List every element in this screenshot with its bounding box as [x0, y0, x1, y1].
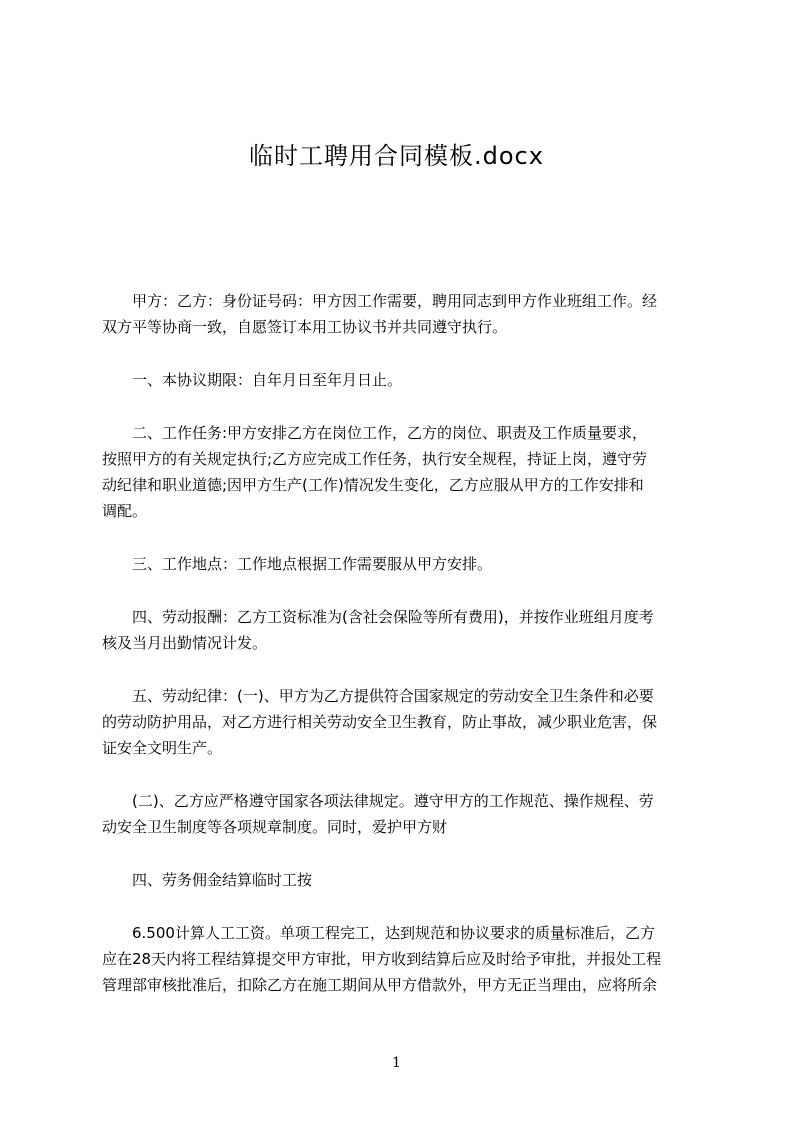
text-line: 调配。	[102, 502, 148, 520]
text-line: 二、工作任务:甲方安排乙方在岗位工作，乙方的岗位、职责及工作质量要求，	[102, 424, 648, 442]
paragraph-discipline	[102, 683, 700, 761]
text-line: 核及当月出勤情况计发。	[102, 634, 268, 652]
text-line: 按照甲方的有关规定执行;乙方应完成工作任务，执行安全规程，持证上岗，遵守劳	[102, 450, 648, 468]
text-line: 四、劳务佣金结算临时工按	[102, 871, 313, 889]
paragraph-term	[102, 367, 700, 393]
paragraph-wages	[102, 920, 700, 998]
text-line: 动纪律和职业道德;因甲方生产(工作)情况发生变化，乙方应服从甲方的工作安排和	[102, 476, 644, 494]
paragraph-tasks	[102, 420, 700, 524]
paragraph-pay	[102, 604, 700, 656]
paragraph-discipline-2	[102, 788, 700, 840]
text-line: 一、本协议期限：自年月日至年月日止。	[102, 371, 403, 389]
document-title: 临时工聘用合同模板.docx	[249, 142, 544, 170]
text-line: 管理部审核批准后，扣除乙方在施工期间从甲方借款外，甲方无正当理由，应将所余	[102, 976, 658, 994]
text-line: 甲方：乙方：身份证号码：甲方因工作需要，聘用同志到甲方作业班组工作。经	[102, 292, 658, 310]
text-line: 的劳动防护用品，对乙方进行相关劳动安全卫生教育，防止事故，减少职业危害，保	[102, 713, 658, 731]
paragraph-location	[102, 551, 700, 577]
text-line: 四、劳动报酬：乙方工资标准为(含社会保险等所有费用)，并按作业班组月度考	[102, 608, 654, 626]
text-line: 动安全卫生制度等各项规章制度。同时，爱护甲方财	[102, 818, 448, 836]
text-line: 双方平等协商一致，自愿签订本用工协议书并共同遵守执行。	[102, 318, 508, 336]
text-line: (二)、乙方应严格遵守国家各项法律规定。遵守甲方的工作规范、操作规程、劳	[102, 792, 654, 810]
document-body	[102, 288, 700, 1025]
text-line: 三、工作地点：工作地点根据工作需要服从甲方安排。	[102, 555, 493, 573]
page-number: 1	[392, 1055, 401, 1071]
text-line: 五、劳动纪律：(一)、甲方为乙方提供符合国家规定的劳动安全卫生条件和必要	[102, 687, 654, 705]
text-line: 6.500计算人工工资。单项工程完工，达到规范和协议要求的质量标准后，乙方	[102, 924, 655, 942]
text-line: 证安全文明生产。	[102, 739, 223, 757]
paragraph-settlement	[102, 867, 700, 893]
text-line: 应在28天内将工程结算提交甲方审批，甲方收到结算后应及时给予审批，并报处工程	[102, 950, 662, 968]
paragraph-intro	[102, 288, 700, 340]
